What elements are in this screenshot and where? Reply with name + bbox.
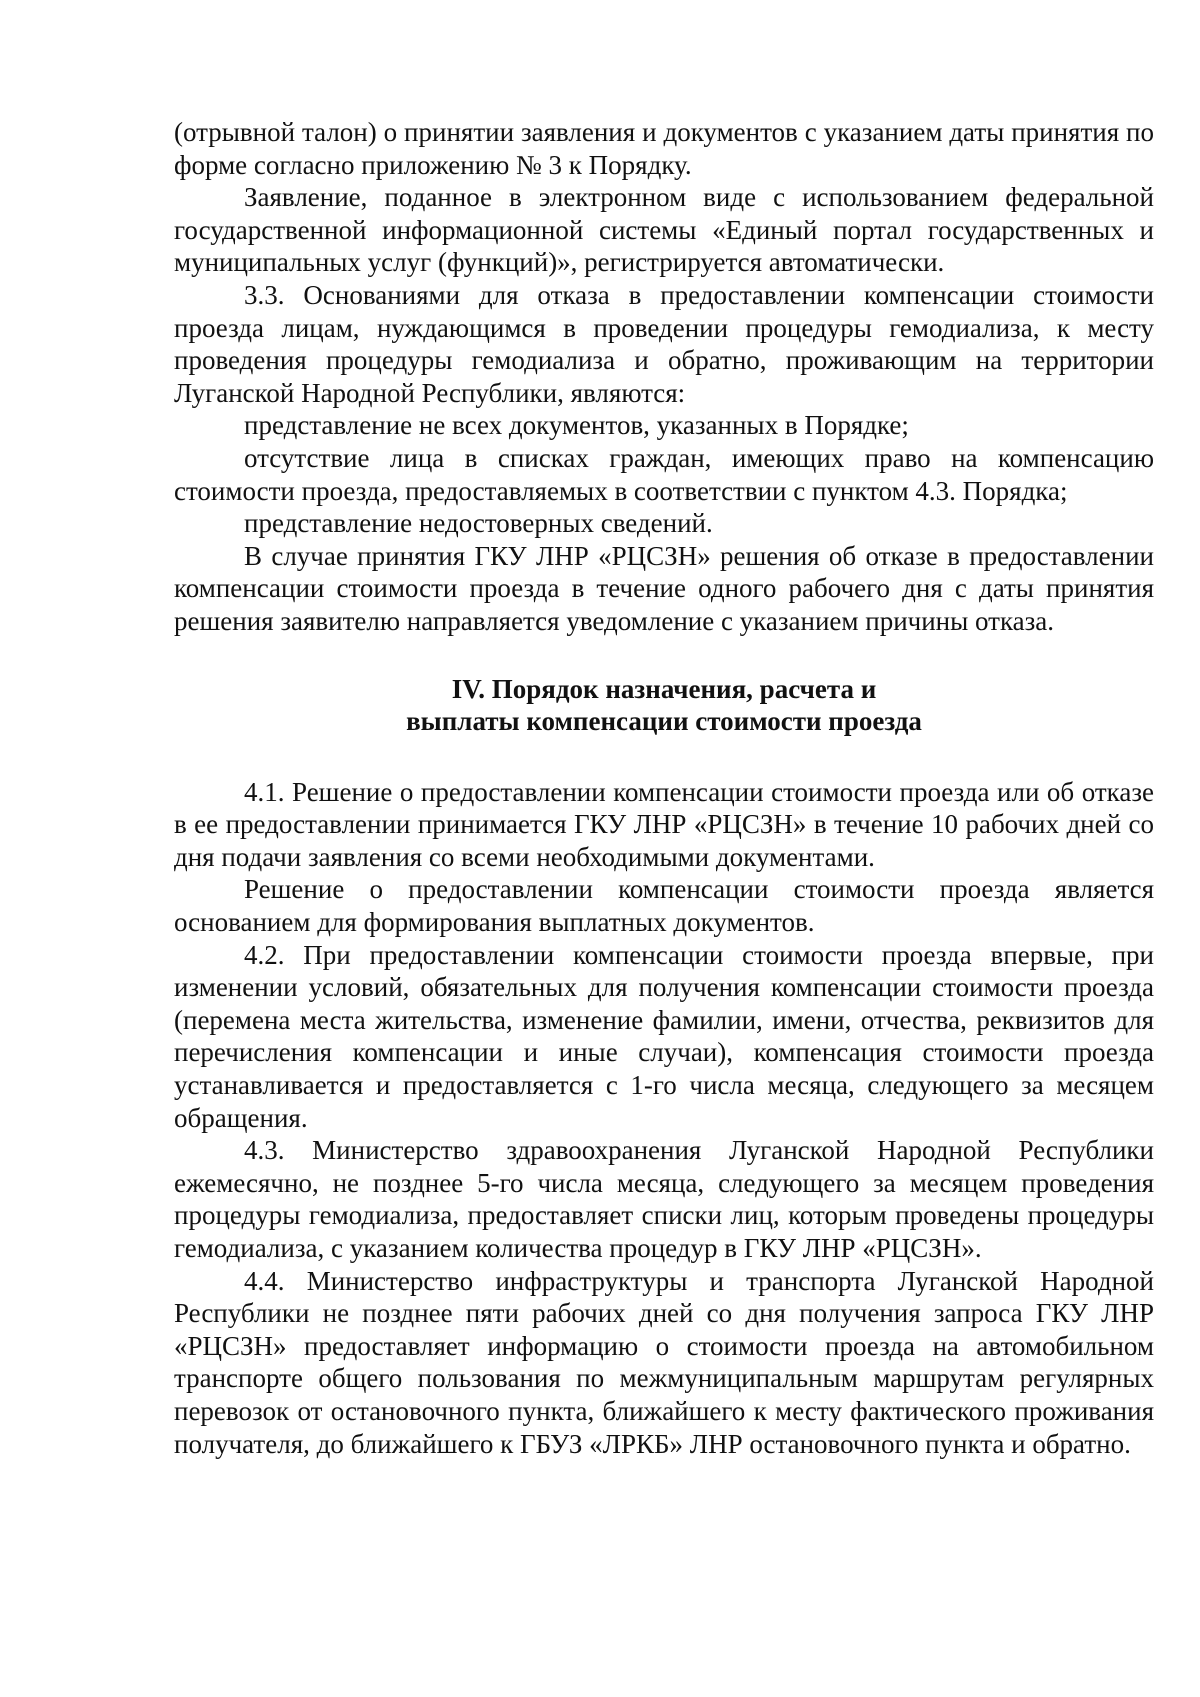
section-heading-line-2: выплаты компенсации стоимости проезда <box>406 706 922 737</box>
document-page <box>174 116 1154 1460</box>
paragraph-4-4: 4.4. Министерство инфраструктуры и транспорта Луганской Народной Республики не позднее пяти рабочих дней со дня получения запроса ГКУ ЛНР «РЦСЗН» предоставляет информацию о стоимости проезда на автомобильном транспорте общего пользования по межмуниципальным маршрутам регулярных перевозок от остановочного пункта, ближайшего к месту фактического проживания получателя, до ближайшего к ГБУЗ «ЛРКБ» ЛНР остановочного пункта и обратно. <box>174 1265 1154 1459</box>
paragraph-4-3: 4.3. Министерство здравоохранения Луганской Народной Республики ежемесячно, не позднее 5-го числа месяца, следующего за месяцем проведения процедуры гемодиализа, предоставляет списки лиц, которым проведены процедуры гемодиализа, с указанием количества процедур в ГКУ ЛНР «РЦСЗН». <box>174 1135 1154 1263</box>
paragraph-4-2: 4.2. При предоставлении компенсации стоимости проезда впервые, при изменении условий, обязательных для получения компенсации стоимости проезда (перемена места жительства, изменение фамилии, имени, отчества, реквизитов для перечисления компенсации и иные случаи), компенсация стоимости проезда устанавливается и предоставляется с 1-го числа месяца, следующего за месяцем обращения. <box>174 939 1154 1133</box>
paragraph-electronic-application: Заявление, поданное в электронном виде с использованием федеральной государственной информационной системы «Единый портал государственных и муниципальных услуг (функций)», регистрируется автоматически. <box>174 182 1154 278</box>
paragraph-4-1: 4.1. Решение о предоставлении компенсации стоимости проезда или об отказе в ее предоставлении принимается ГКУ ЛНР «РЦСЗН» в течение 10 рабочих дней со дня подачи заявления со всеми необходимыми документами. <box>174 776 1154 872</box>
list-item-not-in-lists: отсутствие лица в списках граждан, имеющих право на компенсацию стоимости проезда, предоставляемых в соответствии с пунктом 4.3. Порядка; <box>174 442 1154 506</box>
section-heading-iv <box>174 673 1154 738</box>
paragraph-4-1-decision-basis: Решение о предоставлении компенсации стоимости проезда является основанием для формирования выплатных документов. <box>174 874 1154 938</box>
paragraph-receipt-tail: (отрывной талон) о принятии заявления и документов с указанием даты принятия по форме согласно приложению № 3 к Порядку. <box>174 117 1154 180</box>
paragraph-refusal-notification: В случае принятия ГКУ ЛНР «РЦСЗН» решения об отказе в предоставлении компенсации стоимости проезда в течение одного рабочего дня с даты принятия решения заявителю направляется уведомление с указанием причины отказа. <box>174 540 1154 636</box>
list-item-incomplete-documents: представление не всех документов, указанных в Порядке; <box>244 410 909 441</box>
section-heading-line-1: IV. Порядок назначения, расчета и <box>451 673 877 704</box>
list-item-false-information: представление недостоверных сведений. <box>244 508 713 539</box>
paragraph-3-3-refusal-grounds: 3.3. Основаниями для отказа в предоставлении компенсации стоимости проезда лицам, нуждающимся в проведении процедуры гемодиализа, к месту проведения процедуры гемодиализа и обратно, проживающим на территории Луганской Народной Республики, являются: <box>174 279 1154 408</box>
